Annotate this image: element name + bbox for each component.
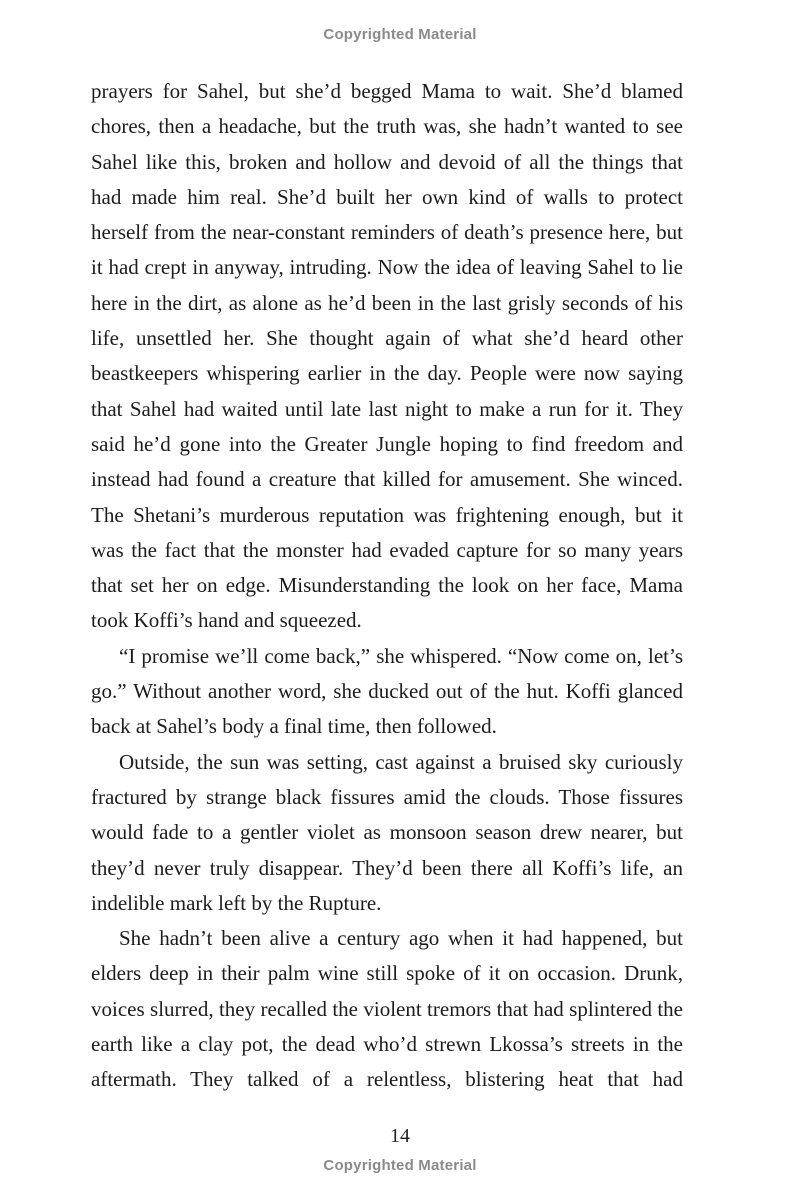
paragraph-rupture: She hadn’t been alive a century ago when it had happened, but elders deep in their palm wine still spoke of it on occasion. Drunk, voices slurred, they recalled the violent tremors that had splintered the earth like a clay pot, the dead who’d strewn Lkossa’s streets in the aftermath. They talked of a relentless, blistering heat that had (91, 926, 683, 1092)
copyright-watermark-footer: Copyrighted Material (323, 1157, 477, 1174)
paragraph-dialogue: “I promise we’ll come back,” she whispered. “Now come on, let’s go.” Without another word, she ducked out of the hut. Koffi glanced back at Sahel’s body a final time, then followed. (91, 643, 683, 739)
paragraph-sunset: Outside, the sun was setting, cast against a bruised sky curiously fractured by strange black fissures amid the clouds. Those fissures would fade to a gentler violet as monsoon season drew nearer, but they’d never truly disappear. They’d been there all Koffi’s life, an indelible mark left by the Rupture. (91, 749, 683, 915)
paragraph-continued: prayers for Sahel, but she’d begged Mama to wait. She’d blamed chores, then a headache, but the truth was, she hadn’t wanted to see Sahel like this, broken and hollow and devoid of all the things that had made him real. She’d built her own kind of walls to protect herself from the near-constant reminders of death’s presence here, but it had crept in anyway, intruding. Now the idea of leaving Sahel to lie here in the dirt, as alone as he’d been in the last grisly seconds of his life, unsettled her. She thought again of what she’d heard other beastkeepers whispering earlier in the day. People were now saying that Sahel had waited until late last night to make a run for it. They said he’d gone into the Greater Jungle hoping to find freedom and instead had found a creature that killed for amusement. She winced. The Shetani’s murderous reputation was frightening enough, but it was the fact that the monster had evaded capture for so many years that set her on edge. Misunderstanding the look on her face, Mama took Koffi’s hand and squeezed. (91, 79, 683, 633)
page-number: 14 (390, 1125, 410, 1147)
copyright-watermark-header: Copyrighted Material (323, 26, 477, 43)
page-body (91, 74, 683, 1098)
